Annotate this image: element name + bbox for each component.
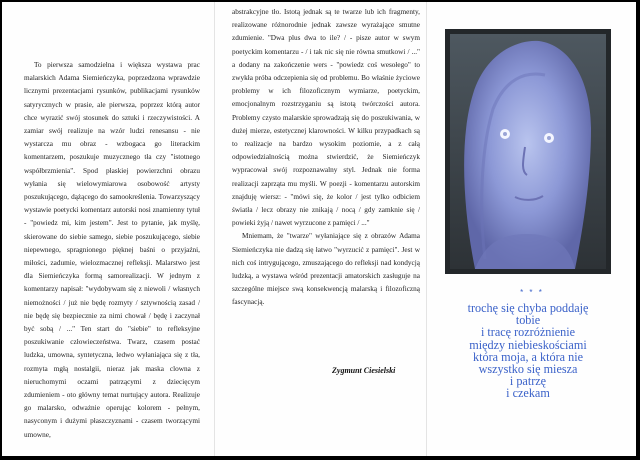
author-signature: Zygmunt Ciesielski — [332, 366, 396, 375]
middle-column — [232, 6, 420, 310]
fold-line-left — [214, 2, 215, 456]
poem-line: między niebieskościami — [469, 337, 587, 352]
poem-line: wszystko się miesza — [478, 362, 578, 377]
poem-line: i patrzę — [509, 374, 547, 389]
left-column — [24, 59, 200, 442]
poem — [440, 302, 616, 400]
essay-paragraph-2: abstrakcyjne tło. Istotą jednak są te twarze lub ich fragmenty, realizowane różnorodnie jednak zawsze wyrażające smutne zdumienie. "Dwa plus dwa to ile? / - pisze autor w swym poetyckim komentarzu - / i tak nic się nie równa smutkowi / ..." a dodany na zakończenie wers - "powiedz coś wesołego" to zwykła próba odczepienia się od problemu. Bo właśnie życiowe problemy w ich filozoficznym wymiarze, poetyckim, emocjonalnym rozstrzyganiu są istotą twórczości autora. Problemy czysto malarskie sprowadzają się do poszukiwania, w dużej mierze, estetycznej klarowności. W kilku przypadkach są to realizacje na bardzo wysokim poziomie, a z całą odpowiedzialnością można stwierdzić, że Siemieńczyk wypracował swój rozpoznawalny styl. Jednak nie forma realizacji zaprząta mu myśli. W poezji - komentarzu autorskim znajduję wiersz: - "mówi się, że kolor / jest tylko odbiciem światła / lecz obrazy nie znikają / nocą / gdy zamknie się / powieki żyją / nawet wyrzucone z pamięci / ..." — [232, 8, 420, 228]
brochure-sheet — [2, 2, 636, 456]
poem-line: i czekam — [506, 386, 550, 401]
fold-line-right — [426, 2, 427, 456]
essay-paragraph-3: Mniemam, że "twarze" wyłaniające się z obrazów Adama Siemieńczyka nie dadzą się łatwo "wyrzucić z pamięci". Jest w nich coś intrygującego, zmuszającego do refleksji nad kondycją ludzką, a wystawa wśród prezentacji amatorskich zasługuje na szczególne miejsce swą konsekwencją malarską i filozoficzną fascynacją. — [232, 232, 420, 307]
poem-line: tobie — [515, 313, 541, 328]
poem-separator: * * * — [520, 288, 544, 297]
essay-paragraph-1: To pierwsza samodzielna i większa wystawa prac malarskich Adama Siemieńczyka, poprzedzona wprawdzie licznymi prezentacjami rysunków, publikacjami rysunków satyrycznych w prasie, ale pierwsza, poprzez którą autor chce wyrazić swój stosunek do sztuki i rzeczywistości. A zamiar swój realizuje na wzór ludzi renesansu - nie wystarcza mu obraz - wzbogaca go literackim komentarzem, poszukuje muzycznego tła czy "istotnego współbrzmienia". Spod płaskiej powierzchni obrazu wyłania się wielowymiarowa osobowość artysty poszukującego, dążącego do samookreślenia. Towarzyszący wystawie poetycki komentarz autorski nosi znamienny tytuł - "powiedz mi, kim jestem". Jest to pytanie, jak myślę, skierowane do siebie samego, siebie poszukującego, siebie niepewnego, spragnionego pięknej baśni o przyjaźni, miłości, zadumie, wielozmacznej refleksji. Malarstwo jest dla Siemieńczyka formą samorealizacji. W jednym z komentarzy napisał: "wydobywam się z niewoli / własnych niemożności / już nie będę rozmyty / sztywnością zasad / nie będę się bezpiecznie za nimi chował / będę i zaczynał być sobą / ..." Ten start do "siebie" to refleksyjne poszukiwanie człowieczeństwa. Twarz, czasem postać ludzka, umowna, syntetyczna, ledwo wyłaniająca się z tła, rozmyta mgłą nostalgii, nieraz jak maska clowna z nieruchomymi oczami patrzącymi z dziecięcym zdumieniem - oto główny temat nurtujący autora. Realizuje go malarsko, odważnie operując kolorem - pełnym, nasyconym i dużymi płaszczyznami - czasem tworzącymi umowne, — [24, 61, 200, 439]
poem-line: trochę się chyba poddaję — [467, 301, 589, 315]
poem-line: która moja, a która nie — [473, 349, 583, 364]
face-painting-illustration — [445, 29, 611, 274]
poem-line: i tracę rozróżnienie — [480, 325, 576, 340]
painting-image — [445, 29, 611, 274]
